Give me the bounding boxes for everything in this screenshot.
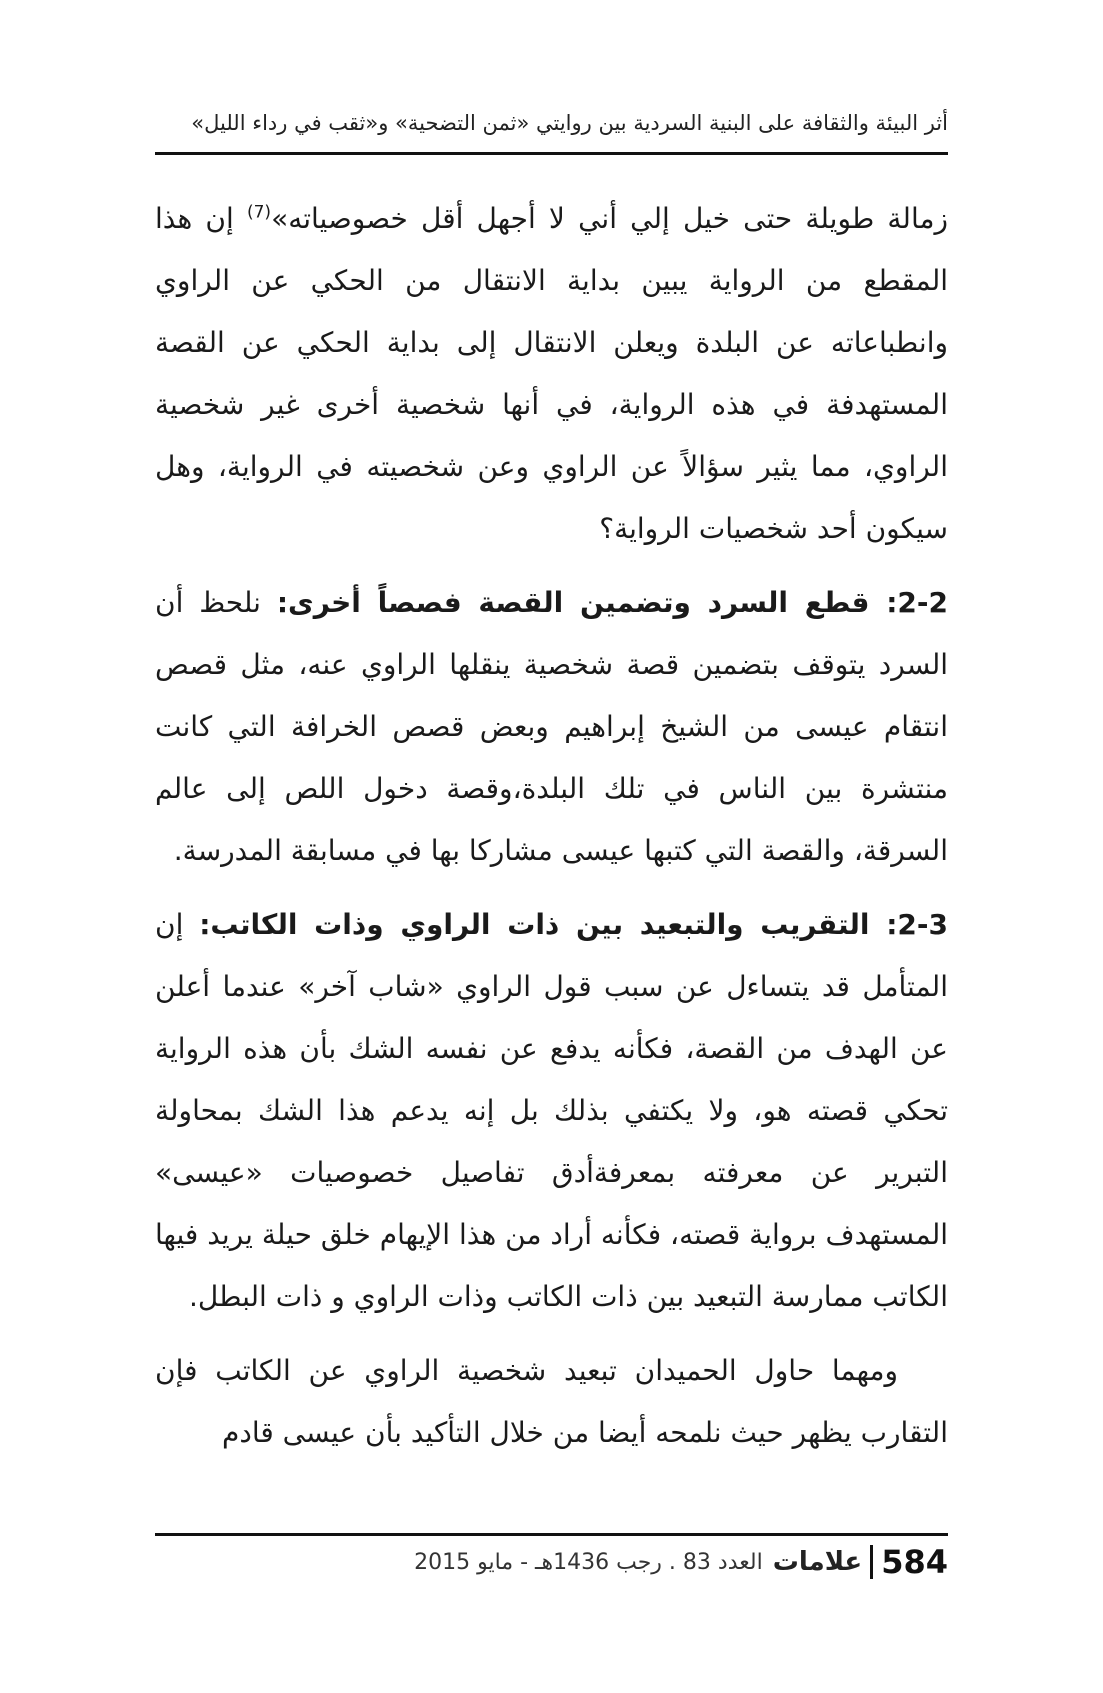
section-2-3: [155, 894, 948, 1328]
issue-info: العدد 83 . رجب 1436هـ - مايو 2015: [414, 1549, 763, 1575]
footer-separator: [870, 1545, 873, 1579]
paragraph-4-text: ومهما حاول الحميدان تبعيد شخصية الراوي عن الكاتب فإن التقارب يظهر حيث نلمحه أيضا من خلال التأكيد بأن عيسى قادم: [155, 1354, 948, 1449]
section-2-2-text: نلحظ أن السرد يتوقف بتضمين قصة شخصية ينقلها الراوي عنه، مثل قصص انتقام عيسى من الشيخ إبراهيم وبعض قصص الخرافة التي كانت منتشرة بين الناس في تلك البلدة،وقصة دخول اللص إلى عالم السرقة، والقصة التي كتبها عيسى مشاركا بها في مسابقة المدرسة.: [155, 586, 948, 867]
journal-name: علامات: [772, 1547, 863, 1577]
section-2-3-text: إن المتأمل قد يتساءل عن سبب قول الراوي «شاب آخر» عندما أعلن عن الهدف من القصة، فكأنه يدفع عن نفسه الشك بأن هذه الرواية تحكي قصته هو، ولا يكتفي بذلك بل إنه يدعم هذا الشك بمحاولة التبرير عن معرفته بمعرفةأدق تفاصيل خصوصيات «عيسى» المستهدف برواية قصته، فكأنه أراد من هذا الإيهام خلق حيلة يريد فيها الكاتب ممارسة التبعيد بين ذات الكاتب وذات الراوي و ذات البطل.: [155, 908, 948, 1313]
paragraph-4: [155, 1340, 948, 1464]
footer-rule: [155, 1533, 948, 1536]
page-number: 584: [881, 1543, 948, 1581]
section-2-2: [155, 572, 948, 882]
paragraph-1-rest: إن هذا المقطع من الرواية يبين بداية الانتقال من الحكي عن الراوي وانطباعاته عن البلدة ويعلن الانتقال إلى بداية الحكي عن القصة المستهدفة في هذه الرواية، في أنها شخصية أخرى غير شخصية الراوي، مما يثير سؤالاً عن الراوي وعن شخصيته في الرواية، وهل سيكون أحد شخصيات الرواية؟: [155, 202, 948, 545]
paragraph-1: [155, 188, 948, 560]
footnote-ref[interactable]: (7): [246, 202, 272, 223]
running-header: أثر البيئة والثقافة على البنية السردية بين روايتي «ثمن التضحية» و«ثقب في رداء الليل»: [191, 111, 948, 135]
header-rule: [155, 152, 948, 155]
body-text: [155, 188, 948, 1476]
page-footer: [380, 1542, 948, 1582]
paragraph-1-text: زمالة طويلة حتى خيل إلي أني لا أجهل أقل خصوصياته»: [271, 202, 949, 235]
section-2-3-title: 2-3: التقريب والتبعيد بين ذات الراوي وذات الكاتب:: [199, 908, 949, 941]
section-2-2-title: 2-2: قطع السرد وتضمين القصة فصصاً أخرى:: [276, 586, 949, 619]
